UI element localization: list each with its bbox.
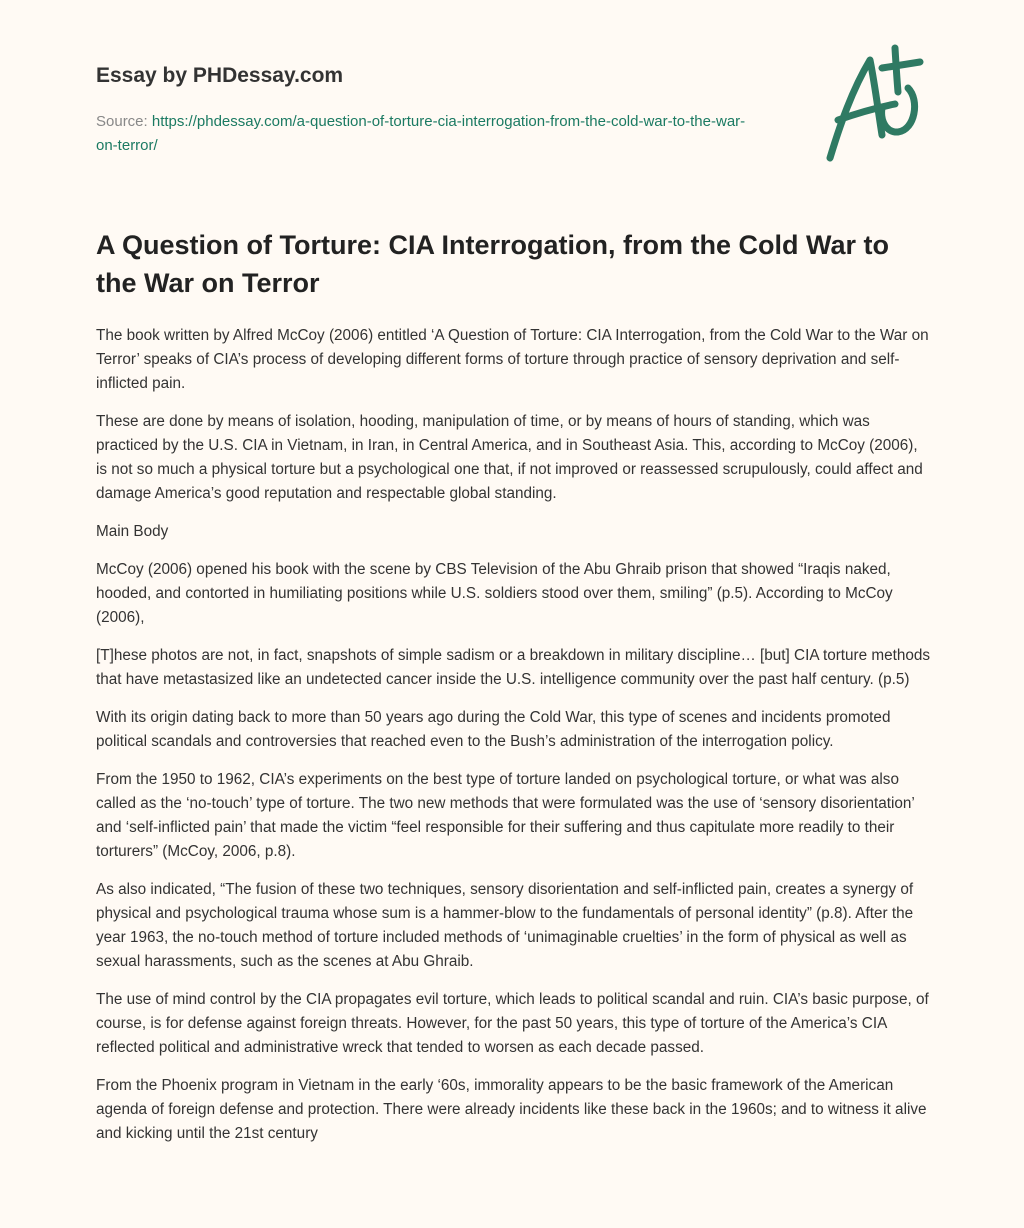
source-line bbox=[96, 110, 756, 158]
a-plus-logo-icon bbox=[820, 40, 930, 165]
paragraph: From the 1950 to 1962, CIA’s experiments on the best type of torture landed on psychological torture, or what was also called as the ‘no-touch’ type of torture. The two new methods that were formulated was the use of ‘sensory disorientation’ and ‘self-inflicted pain’ that made the victim “feel responsible for their suffering and thus capitulate more readily to their torturers” (McCoy, 2006, p.8). bbox=[96, 771, 915, 860]
paragraph: With its origin dating back to more than 50 years ago during the Cold War, this type of scenes and incidents promoted political scandals and controversies that reached even to the Bush’s administration of the interrogation policy. bbox=[96, 709, 891, 750]
paragraph: As also indicated, “The fusion of these two techniques, sensory disorientation and self-inflicted pain, creates a synergy of physical and psychological trauma whose sum is a hammer-blow to the fundamentals of personal identity” (p.8). After the year 1963, the no-touch method of torture included methods of ‘unimaginable cruelties’ in the form of physical as well as sexual harassments, such as the scenes at Abu Ghraib. bbox=[96, 881, 914, 970]
site-brand: Essay by PHDessay.com bbox=[96, 64, 344, 87]
paragraph: The book written by Alfred McCoy (2006) entitled ‘A Question of Torture: CIA Interrogation, from the Cold War to the War on Terror’ speaks of CIA’s process of developing different forms of torture through practice of sensory deprivation and self-inflicted pain. bbox=[96, 327, 929, 392]
paragraph: These are done by means of isolation, hooding, manipulation of time, or by means of hours of standing, which was practiced by the U.S. CIA in Vietnam, in Iran, in Central America, and in Southeast Asia. This, according to McCoy (2006), is not so much a physical torture but a psychological one that, if not improved or reassessed scrupulously, could affect and damage America’s good reputation and respectable global standing. bbox=[96, 413, 923, 502]
section-heading: Main Body bbox=[96, 523, 169, 540]
block-quote: [T]hese photos are not, in fact, snapshots of simple sadism or a breakdown in military discipline… [but] CIA torture methods that have metastasized like an undetected cancer inside the U.S. intelligence community over the past half century. (p.5) bbox=[96, 647, 931, 688]
paragraph: McCoy (2006) opened his book with the scene by CBS Television of the Abu Ghraib prison that showed “Iraqis naked, hooded, and contorted in humiliating positions while U.S. soldiers stood over them, smiling” (p.5). According to McCoy (2006), bbox=[96, 561, 893, 626]
essay-title: A Question of Torture: CIA Interrogation, from the Cold War to the War on Terror bbox=[96, 230, 889, 298]
essay-body bbox=[96, 324, 932, 1160]
paragraph: The use of mind control by the CIA propagates evil torture, which leads to political scandal and ruin. CIA’s basic purpose, of course, is for defense against foreign threats. However, for the past 50 years, this type of torture of the America’s CIA reflected political and administrative wreck that tended to worsen as each decade passed. bbox=[96, 991, 929, 1056]
source-label: Source: bbox=[96, 113, 152, 130]
paragraph: From the Phoenix program in Vietnam in the early ‘60s, immorality appears to be the basic framework of the American agenda of foreign defense and protection. There were already incidents like these back in the 1960s; and to witness it alive and kicking until the 21st century bbox=[96, 1077, 927, 1142]
source-link[interactable]: https://phdessay.com/a-question-of-torture-cia-interrogation-from-the-cold-war-to-the-war-on-terror/ bbox=[96, 113, 746, 154]
